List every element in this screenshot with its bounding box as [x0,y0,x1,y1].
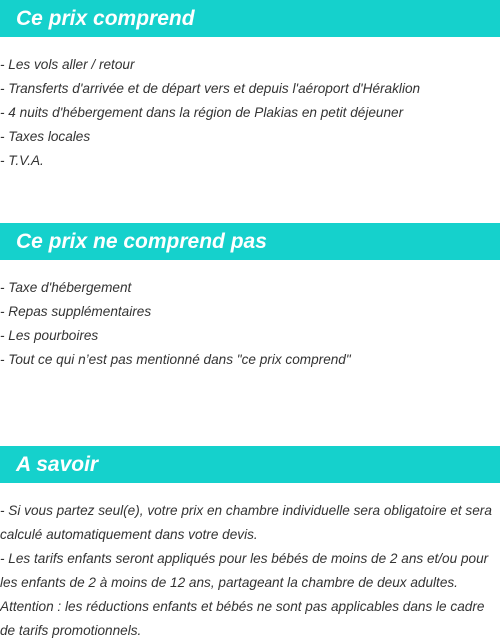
includes-list [0,53,500,173]
list-item: - Les pourboires [0,328,99,343]
info-paragraph: - Les tarifs enfants seront appliqués pour les bébés de moins de 2 ans et/ou pour les enfants de 2 à moins de 12 ans, partageant la chambre de deux adultes. [0,551,489,590]
list-item: - Les vols aller / retour [0,57,135,72]
list-item: - Taxe d'hébergement [0,280,132,295]
list-item: - Transferts d'arrivée et de départ vers et depuis l'aéroport d'Héraklion [0,81,421,96]
list-item: - 4 nuits d'hébergement dans la région de Plakias en petit déjeuner [0,105,404,120]
list-item: - Repas supplémentaires [0,304,152,319]
section-title-includes: Ce prix comprend [0,0,500,37]
list-item: - Tout ce qui n’est pas mentionné dans "ce prix comprend" [0,352,351,367]
list-item: - Taxes locales [0,129,91,144]
info-paragraph: Attention : les réductions enfants et bébés ne sont pas applicables dans le cadre de tarifs promotionnels. [0,599,485,638]
info-paragraph: - Si vous partez seul(e), votre prix en chambre individuelle sera obligatoire et sera calculé automatiquement dans votre devis. [0,503,492,542]
section-title-excludes: Ce prix ne comprend pas [0,223,500,260]
list-item: - T.V.A. [0,153,44,168]
excludes-list [0,276,500,372]
info-text [0,499,500,643]
section-title-info: A savoir [0,446,500,483]
